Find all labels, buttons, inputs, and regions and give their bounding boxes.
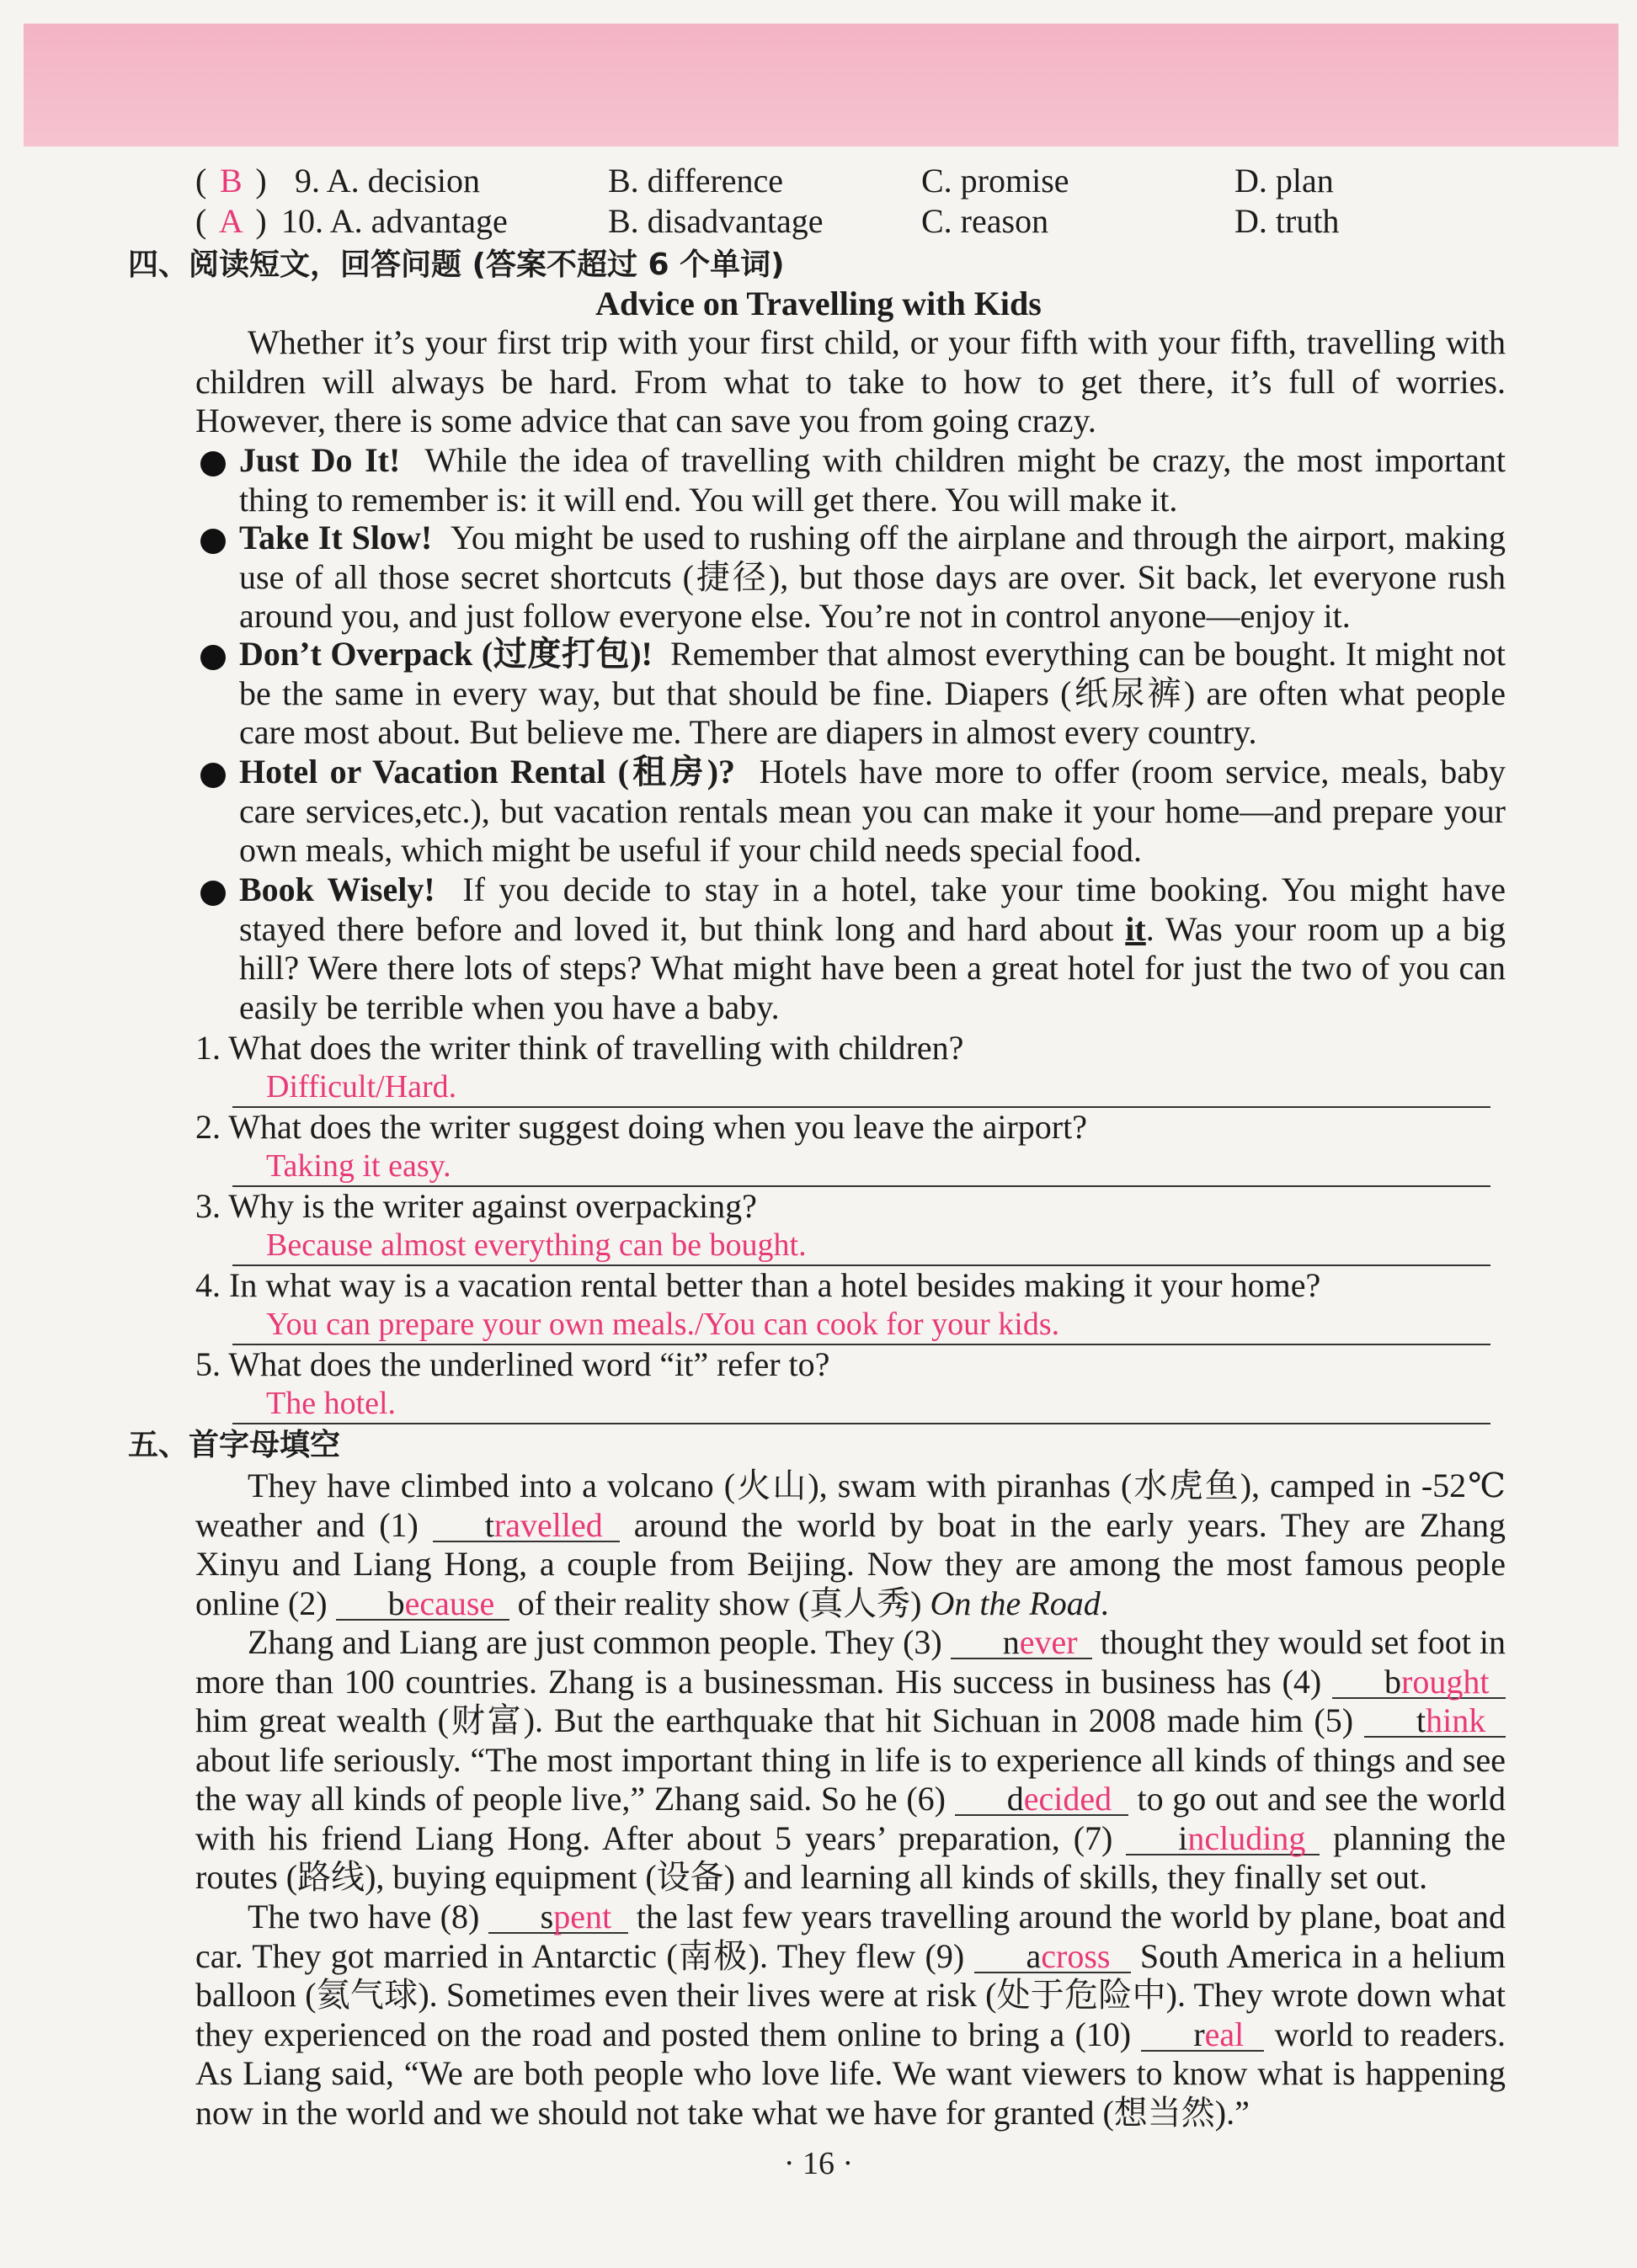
mc-option-a: 10. A. advantage bbox=[281, 202, 508, 240]
answer-4[interactable]: You can prepare your own meals./You can cook for your kids. bbox=[232, 1305, 1490, 1345]
blank-4[interactable]: brought bbox=[1332, 1664, 1506, 1699]
cloze-paragraph-3: The two have (8) spent the last few years travelling around the world by plane, boat and car. They got married in Antarctic (南极). They flew (9) across South America in a helium balloon (氦气球). Sometimes even their lives were at risk (处于危险中). They wrote down what they experienced on the road and posted them online to bring a (10) real world to readers. As Liang said, “We are both people who love life. We want viewers to know what is happening now in the world and we should not take what we have for granted (想当然).” bbox=[195, 1898, 1506, 2132]
bullet-hotel-rental: Hotel or Vacation Rental (租房)? Hotels have more to offer (room service, meals, baby care services,etc.), but vacation rentals mean you can make it your home—and prepare your own meals, which might be useful if your child needs special food. bbox=[239, 753, 1506, 869]
cloze-paragraph-2: Zhang and Liang are just common people. They (3) never thought they would set foot in more than 100 countries. Zhang is a businessman. His success in business has (4) brought him great wealth (财富). But the earthquake that hit Sichuan in 2008 made him (5) think about life seriously. “The most important thing in life is to experience all kinds of things and see the way all kinds of people live,” Zhang said. So he (6) decided to go out and see the world with his friend Liang Hong. After about 5 years’ preparation, (7) including planning the routes (路线), buying equipment (设备) and learning all kinds of skills, they finally set out. bbox=[195, 1623, 1506, 1896]
question-3: 3. Why is the writer against overpacking? bbox=[195, 1187, 757, 1225]
passage-intro: Whether it’s your first trip with your first child, or your fifth with your fifth, travelling with children will always be hard. From what to take to how to get there, it’s full of worries. However, there is some advice that can save you from going crazy. bbox=[195, 323, 1506, 439]
blank-1[interactable]: travelled bbox=[433, 1507, 620, 1542]
blank-8[interactable]: spent bbox=[488, 1898, 628, 1934]
mc-option-a: 9. A. decision bbox=[295, 162, 480, 200]
mc-row-9: ( B ) bbox=[195, 162, 267, 200]
blank-9[interactable]: across bbox=[974, 1938, 1131, 1973]
question-5: 5. What does the underlined word “it” refer to? bbox=[195, 1345, 830, 1383]
mc-row-10: ( A ) bbox=[195, 202, 267, 240]
question-4: 4. In what way is a vacation rental better than a hotel besides making it your home? bbox=[195, 1266, 1321, 1304]
mc-option-d: D. plan bbox=[1234, 162, 1334, 200]
answer-5[interactable]: The hotel. bbox=[232, 1384, 1490, 1424]
bullet-dot bbox=[200, 529, 226, 554]
mc-option-d: D. truth bbox=[1234, 202, 1340, 240]
blank-6[interactable]: decided bbox=[955, 1781, 1128, 1816]
cloze-paragraph-1: They have climbed into a volcano (火山), swam with piranhas (水虎鱼), camped in -52℃ weather and (1) travelled around the world by boat in the early years. They are Zhang Xinyu and Liang Hong, a couple from Beijing. Now they are among the most famous people online (2) because of their reality show (真人秀) On the Road. bbox=[195, 1467, 1506, 1622]
question-1: 1. What does the writer think of travelling with children? bbox=[195, 1029, 964, 1067]
passage-title: Advice on Travelling with Kids bbox=[595, 285, 1042, 322]
mc-option-c: C. promise bbox=[921, 162, 1069, 200]
bullet-dot bbox=[200, 451, 226, 476]
bullet-dot bbox=[200, 763, 226, 788]
page-number: · 16 · bbox=[783, 2146, 854, 2181]
section4-heading: 四、阅读短文，回答问题 (答案不超过 6 个单词) bbox=[128, 248, 785, 282]
mc-answer: B bbox=[219, 162, 243, 200]
answer-3[interactable]: Because almost everything can be bought. bbox=[232, 1226, 1490, 1266]
mc-option-b: B. disadvantage bbox=[608, 202, 824, 240]
underlined-word: it bbox=[1125, 909, 1146, 948]
blank-5[interactable]: think bbox=[1364, 1702, 1506, 1738]
blank-7[interactable]: including bbox=[1126, 1820, 1320, 1855]
blank-2[interactable]: because bbox=[336, 1585, 509, 1621]
question-2: 2. What does the writer suggest doing when you leave the airport? bbox=[195, 1108, 1087, 1146]
section5-heading: 五、首字母填空 bbox=[128, 1428, 341, 1462]
answer-2[interactable]: Taking it easy. bbox=[232, 1147, 1490, 1187]
mc-option-c: C. reason bbox=[921, 202, 1049, 240]
bullet-dot bbox=[200, 881, 226, 906]
bullet-dont-overpack: Don’t Overpack (过度打包)! Remember that almost everything can be bought. It might not be the same in every way, but that should be fine. Diapers (纸尿裤) are often what people care most about. But believe me. There are diapers in almost every country. bbox=[239, 635, 1506, 751]
bullet-take-it-slow: Take It Slow! You might be used to rushing off the airplane and through the airport, making use of all those secret shortcuts (捷径), but those days are over. Sit back, let everyone rush around you, and just follow everyone else. You’re not in control anyone—enjoy it. bbox=[239, 519, 1506, 635]
blank-3[interactable]: never bbox=[951, 1624, 1092, 1659]
header-band bbox=[24, 24, 1618, 146]
bullet-book-wisely: Book Wisely! If you decide to stay in a hotel, take your time booking. You might have stayed there before and loved it, but think long and hard about it. Was your room up a big hill? Were there lots of steps? What might have been a great hotel for just the two of you can easily be terrible when you have a baby. bbox=[239, 870, 1506, 1026]
blank-10[interactable]: real bbox=[1141, 2016, 1264, 2052]
answer-1[interactable]: Difficult/Hard. bbox=[232, 1067, 1490, 1108]
bullet-dot bbox=[200, 645, 226, 670]
mc-answer: A bbox=[218, 202, 243, 240]
bullet-just-do-it: Just Do It! While the idea of travelling with children might be crazy, the most important thing to remember is: it will end. You will get there. You will make it. bbox=[239, 441, 1506, 519]
mc-option-b: B. difference bbox=[608, 162, 784, 200]
